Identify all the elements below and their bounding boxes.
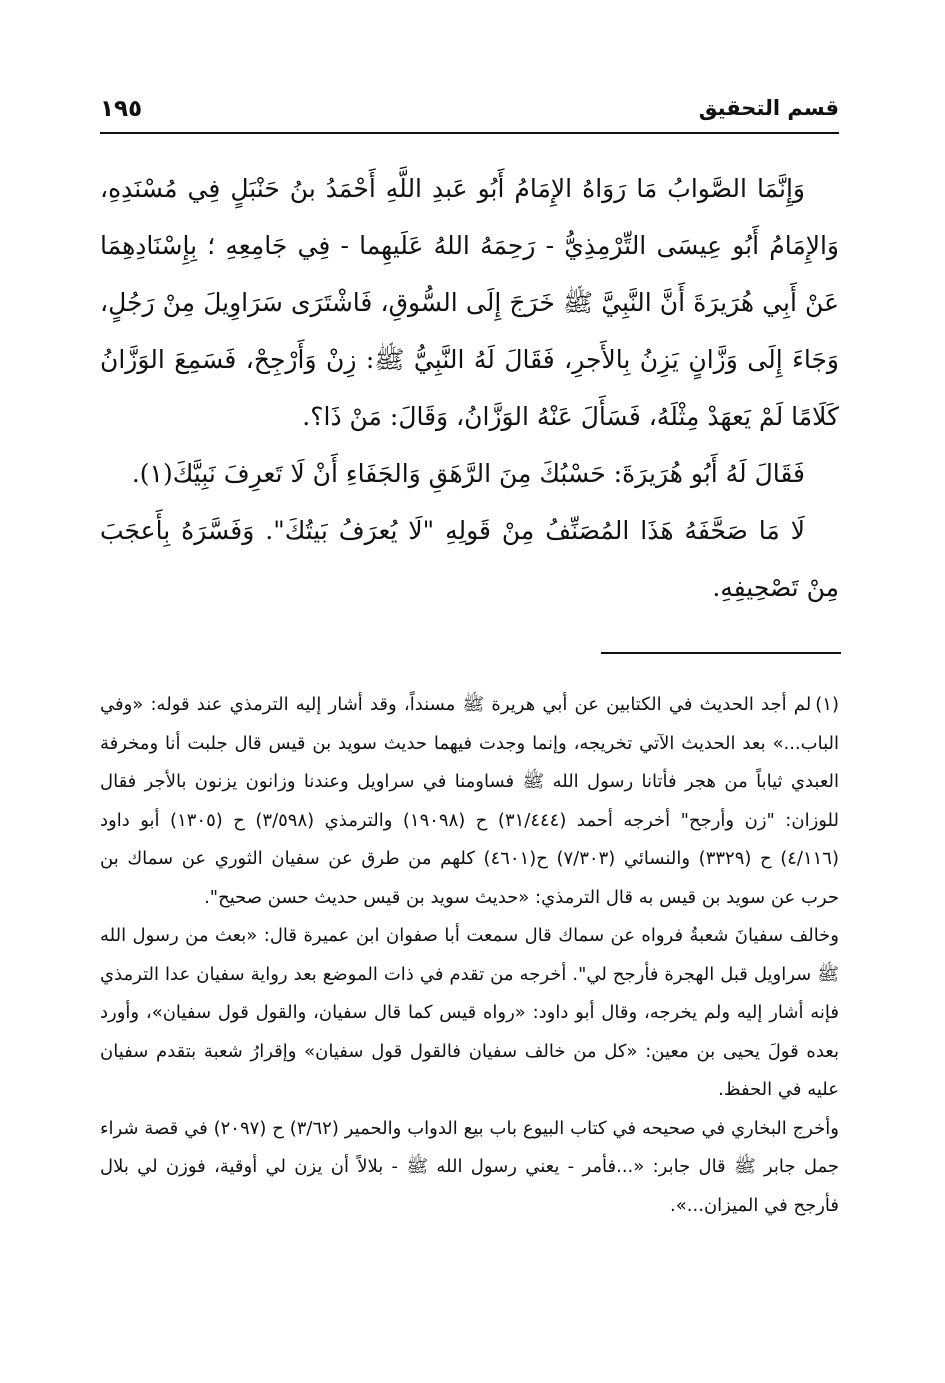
footnote-text: لم أجد الحديث في الكتابين عن أبي هريرة ﷺ مسنداً، وقد أشار إليه الترمذي عند قوله: «وفي الباب...» بعد الحديث الآتي تخريجه، وإنما وجدت فيهما حديث سويد بن قيس قال جلبت أنا ومخرفة العبدي ثياباً من هجر فأتانا رسول الله ﷺ فساومنا في سراويل وعندنا وزانون يزنون بالأجر فقال للوزان: "زن وأرجح" أخرجه أحمد (٣١/٤٤٤) ح (١٩٠٩٨) والترمذي (٣/٥٩٨) ح (١٣٠٥) أبو داود (٤/١١٦) ح (٣٣٢٩) والنسائي (٧/٣٠٣) ح(٤٦٠١) كلهم من طرق عن سفيان الثوري عن سماك بن حرب عن سويد بن قيس به قال الترمذي: «حديث سويد بن قيس حديث حسن صحيح". xyxy=(100,694,840,908)
page-number: ١٩٥ xyxy=(100,96,143,122)
footnote-paragraph: وخالف سفيانَ شعبةُ فرواه عن سماك قال سمعت أبا صفوان ابن عميرة قال: «بعث من رسول الله ﷺ سراويل قبل الهجرة فأرجح لي". أخرجه من تقدم في ذات الموضع بعد رواية سفيان عدا الترمذي فإنه أشار إليه ولم يخرجه، وقال أبو داود: «رواه قيس كما قال سفيان، والقول قول سفيان»، وأورد بعده قولَ يحيى بن معين: «كل من خالف سفيان فالقول قول سفيان» وإقرارُ شعبة بتقدم سفيان عليه في الحفظ. xyxy=(100,925,839,1100)
body-paragraph: وَإِنَّمَا الصَّوابُ مَا رَوَاهُ الإِمَامُ أَبُو عَبدِ اللَّهِ أَحْمَدُ بنُ حَنْبَلٍ فِي مُسْنَدِهِ، وَالإِمَامُ أَبُو عِيسَى التِّرْمِذِيُّ - رَحِمَهُ اللهُ عَلَيهِما - فِي جَامِعِهِ ؛ بِإِسْنَادِهِمَا عَنْ أَبِي هُرَيرَةَ أَنَّ النَّبِيَّ ﷺ خَرَجَ إِلَى السُّوقِ، فَاشْتَرَى سَرَاوِيلَ مِنْ رَجُلٍ، وَجَاءَ إِلَى وَزَّانٍ يَزِنُ بِالأَجرِ، فَقَالَ لَهُ النَّبِيُّ ﷺ: زِنْ وَأَرْجِحْ، فَسَمِعَ الوَزَّانُ كَلَامًا لَمْ يَعهَدْ مِثْلَهُ، فَسَأَلَ عَنْهُ الوَزَّانُ، وَقَالَ: مَنْ ذَا؟. xyxy=(100,174,839,431)
footnote-paragraph xyxy=(100,686,839,917)
footnote-marker: (١) xyxy=(815,694,839,715)
running-header xyxy=(100,92,839,134)
footnote-separator xyxy=(601,652,841,654)
main-text xyxy=(100,160,839,616)
footnote-paragraph: وأخرج البخاري في صحيحه في كتاب البيوع باب بيع الدواب والحمير (٣/٦٢) ح (٢٠٩٧) في قصة شراء جمل جابر ﷺ قال جابر: «...فأمر - يعني رسول الله ﷺ - بلالاً أن يزن لي أوقية، فوزن لي بلال فأرجح في الميزان...». xyxy=(100,1117,840,1216)
body-paragraph: لَا مَا صَحَّفَهُ هَذَا المُصَنِّفُ مِنْ قَولِهِ "لَا يُعرَفُ بَيتُكَ". وَفَسَّرَهُ بِأَعجَبَ مِنْ تَصْحِيفِهِ. xyxy=(100,516,839,602)
footnotes xyxy=(100,686,839,1225)
section-title: قسم التحقيق xyxy=(698,96,839,120)
body-paragraph: فَقَالَ لَهُ أَبُو هُرَيرَةَ: حَسْبُكَ مِنَ الرَّهَقِ وَالجَفَاءِ أَنْ لَا تَعرِفَ نَبِيَّكَ(١). xyxy=(131,459,805,488)
